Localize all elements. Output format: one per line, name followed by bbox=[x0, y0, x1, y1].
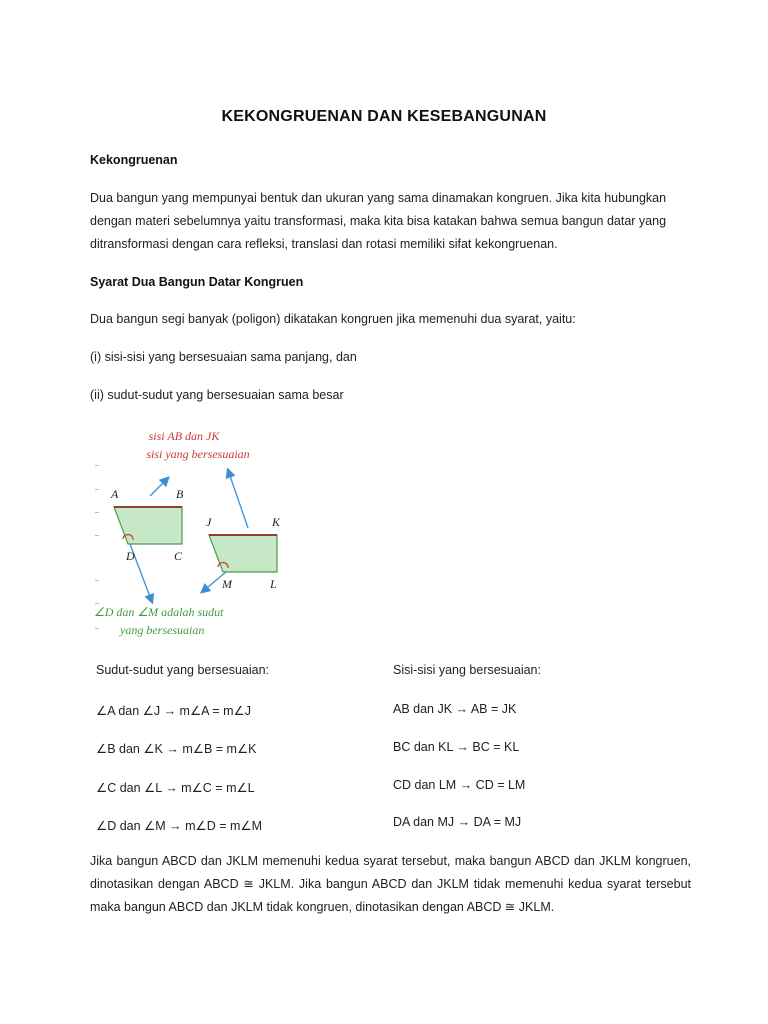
caption-bottom-1: ∠D dan ∠M adalah sudut bbox=[94, 605, 224, 619]
caption-top-2: sisi yang bersesuaian bbox=[146, 447, 250, 461]
label-d: D bbox=[126, 549, 135, 563]
sides-heading: Sisi-sisi yang bersesuaian: bbox=[393, 663, 541, 677]
angle-item-4: ∠D dan ∠M → m∠D = m∠M bbox=[96, 819, 263, 833]
angles-heading: Sudut-sudut yang bersesuaian: bbox=[96, 663, 270, 677]
label-k: K bbox=[272, 515, 281, 529]
label-b: B bbox=[176, 487, 184, 501]
side-item-3: CD dan LM → CD = LM bbox=[393, 778, 526, 792]
condition-1: (i) sisi-sisi yang bersesuaian sama panjang, dan bbox=[90, 350, 357, 364]
page-title: KEKONGRUENAN DAN KESEBANGUNAN bbox=[221, 108, 547, 125]
shape-abcd bbox=[114, 507, 182, 544]
congruence-figure bbox=[92, 420, 292, 642]
condition-2: (ii) sudut-sudut yang bersesuaian sama besar bbox=[90, 388, 344, 402]
caption-bottom-2: yang bersesuaian bbox=[120, 623, 205, 637]
heading-kekongruenan: Kekongruenan bbox=[90, 153, 178, 167]
angle-item-1: ∠A dan ∠J → m∠A = m∠J bbox=[96, 704, 251, 718]
angle-item-2: ∠B dan ∠K → m∠B = m∠K bbox=[96, 742, 257, 756]
side-item-2: BC dan KL → BC = KL bbox=[393, 740, 520, 754]
arrow-ab bbox=[150, 478, 168, 496]
paragraph-intro: Dua bangun segi banyak (poligon) dikatakan kongruen jika memenuhi dua syarat, yaitu: bbox=[90, 312, 576, 326]
side-item-4: DA dan MJ → DA = MJ bbox=[393, 815, 522, 829]
side-item-1: AB dan JK → AB = JK bbox=[393, 702, 517, 716]
label-l: L bbox=[270, 577, 277, 591]
label-j: J bbox=[206, 515, 212, 529]
caption-top-1: sisi AB dan JK bbox=[148, 429, 220, 443]
paragraph-conclusion: Jika bangun ABCD dan JKLM memenuhi kedua syarat tersebut, maka bangun ABCD dan JKLM kongruen, dinotasikan dengan ABCD ≅ JKLM. Jika bangun ABCD dan JKLM tidak memenuhi kedua syarat tersebut maka bangun ABCD dan JKLM tidak kongruen, dinotasikan dengan ABCD ≅ JKLM. bbox=[90, 854, 691, 914]
shape-jklm bbox=[209, 535, 277, 572]
label-m: M bbox=[222, 577, 232, 591]
arrow-jk bbox=[228, 470, 248, 528]
heading-syarat: Syarat Dua Bangun Datar Kongruen bbox=[90, 275, 304, 289]
angle-item-3: ∠C dan ∠L → m∠C = m∠L bbox=[96, 781, 255, 795]
label-a: A bbox=[111, 487, 119, 501]
paragraph-definition: Dua bangun yang mempunyai bentuk dan ukuran yang sama dinamakan kongruen. Jika kita hubungkan dengan materi sebelumnya yaitu transformasi, maka kita bisa katakan bahwa semua bangun datar yang ditransformasi dengan cara refleksi, translasi dan rotasi memiliki sifat kekongruenan. bbox=[90, 191, 667, 251]
label-c: C bbox=[174, 549, 183, 563]
